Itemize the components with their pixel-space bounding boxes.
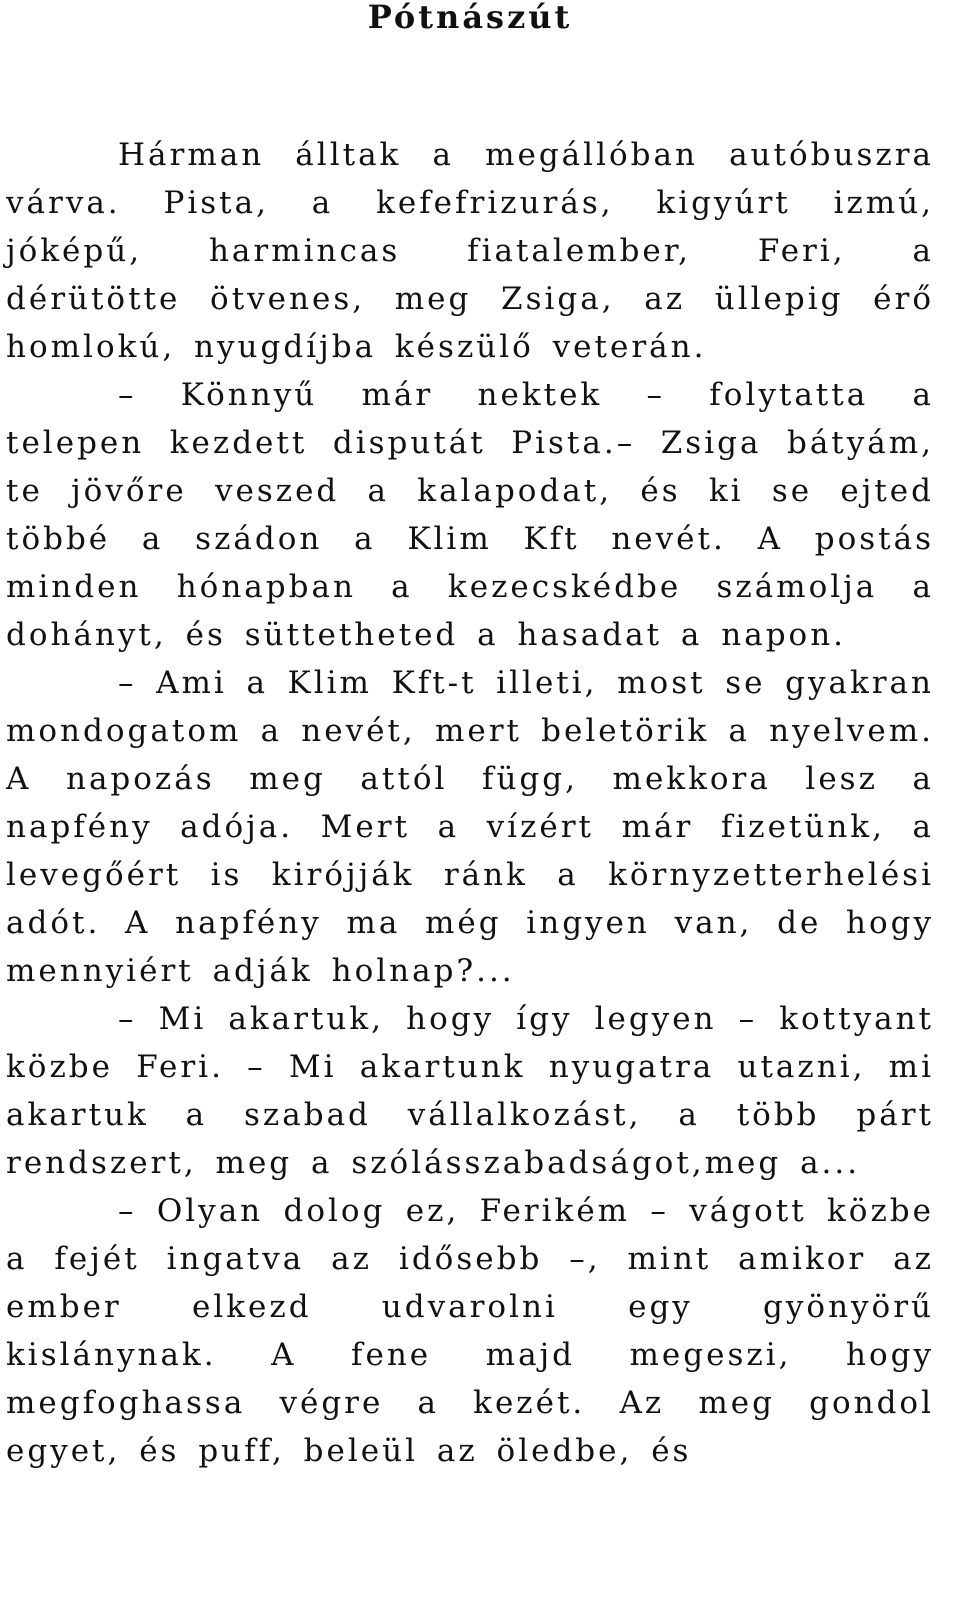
paragraph: – Olyan dolog ez, Ferikém – vágott közbe a fejét ingatva az idősebb –, mint amikor az ember elkezd udvarolni egy gyönyörű kislánynak. A fene majd megeszi, hogy megfoghassa végre a kezét. Az meg gondol egyet, és puff, beleül az öledbe, és (6, 1193, 934, 1469)
paragraph: – Ami a Klim Kft-t illeti, most se gyakran mondogatom a nevét, mert beletörik a nyelvem. A napozás meg attól függ, mekkora lesz a napfény adója. Mert a vízért már fizetünk, a levegőért is kirójják ránk a környzetterhelési adót. A napfény ma még ingyen van, de hogy mennyiért adják holnap?... (6, 665, 934, 989)
document-page (6, 0, 934, 1469)
paragraph: Hárman álltak a megállóban autóbuszra várva. Pista, a kefefrizurás, kigyúrt izmú, jóképű, harmincas fiatalember, Feri, a dérütötte ötvenes, meg Zsiga, az üllepig érő homlokú, nyugdíjba készülő veterán. (6, 137, 934, 365)
document-body (6, 131, 934, 1475)
document-title: Pótnászút (367, 0, 573, 36)
paragraph: – Mi akartuk, hogy így legyen – kottyant közbe Feri. – Mi akartunk nyugatra utazni, mi akartuk a szabad vállalkozást, a több párt rendszert, meg a szólásszabadságot,meg a... (6, 1001, 934, 1181)
paragraph: – Könnyű már nektek – folytatta a telepen kezdett disputát Pista.– Zsiga bátyám, te jövőre veszed a kalapodat, és ki se ejted többé a szádon a Klim Kft nevét. A postás minden hónapban a kezecskédbe számolja a dohányt, és süttetheted a hasadat a napon. (6, 377, 934, 653)
